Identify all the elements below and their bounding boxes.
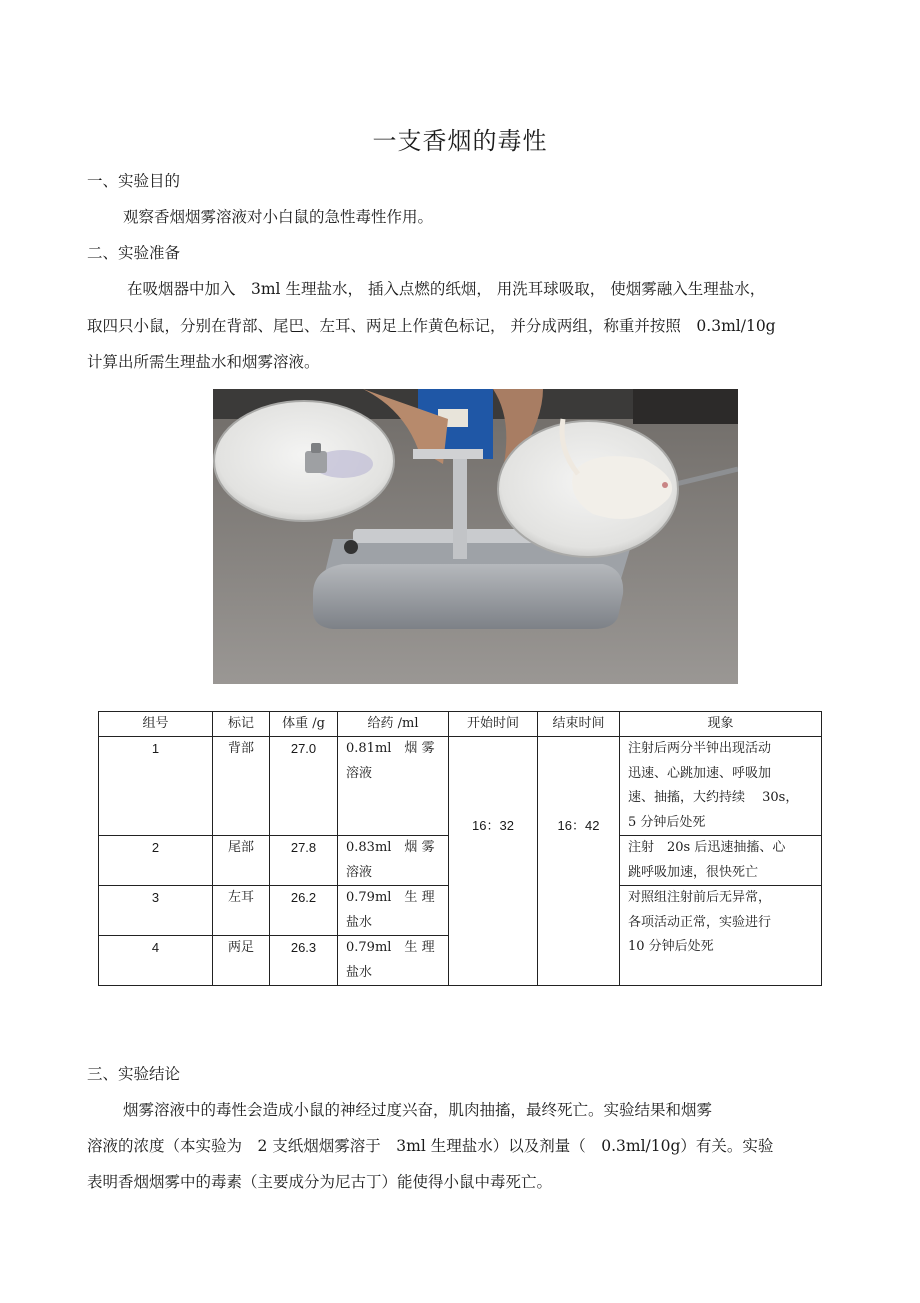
weight-cell: 26.3 bbox=[270, 936, 338, 986]
mark-cell: 尾部 bbox=[213, 836, 270, 886]
section2-line2: 取四只小鼠，分别在背部、尾巴、左耳、两足上作黄色标记， 并分成两组，称重并按照 0.3ml/10g bbox=[87, 317, 776, 335]
section2-line1: 在吸烟器中加入 3ml 生理盐水， 插入点燃的纸烟， 用洗耳球吸取， 使烟雾融入生理盐水， bbox=[127, 280, 766, 298]
header-weight: 体重 /g bbox=[270, 712, 338, 737]
section3-heading: 三、实验结论 bbox=[87, 1065, 181, 1083]
phenomenon-line: 10 分钟后处死 bbox=[628, 939, 714, 954]
phenomenon-cell bbox=[620, 886, 822, 986]
page-title: 一支香烟的毒性 bbox=[372, 127, 548, 155]
header-dose: 给药 /ml bbox=[338, 712, 449, 737]
section1-text: 观察香烟烟雾溶液对小白鼠的急性毒性作用。 bbox=[123, 208, 434, 226]
phenomenon-line: 速、抽搐，大约持续 30s， bbox=[628, 790, 799, 805]
group-cell: 3 bbox=[99, 886, 213, 936]
group-cell: 1 bbox=[99, 737, 213, 836]
group-cell: 2 bbox=[99, 836, 213, 886]
group-cell: 4 bbox=[99, 936, 213, 986]
balance-scale-icon bbox=[213, 389, 738, 684]
phenomenon-line: 5 分钟后处死 bbox=[628, 814, 706, 830]
header-end-time: 结束时间 bbox=[538, 712, 620, 737]
phenomenon-line: 各项活动正常，实验进行 bbox=[628, 914, 772, 930]
dose-line: 盐水 bbox=[346, 914, 373, 930]
phenomenon-cell bbox=[620, 836, 822, 886]
section3-line3: 表明香烟烟雾中的毒素（主要成分为尼古丁）能使得小鼠中毒死亡。 bbox=[87, 1173, 553, 1191]
weight-cell: 27.8 bbox=[270, 836, 338, 886]
section1-heading: 一、实验目的 bbox=[87, 172, 181, 190]
mark-cell: 两足 bbox=[213, 936, 270, 986]
balance-scale-photo bbox=[213, 389, 738, 684]
dose-line: 0.79ml 生 理 bbox=[346, 940, 435, 955]
phenomenon-line: 对照组注射前后无异常， bbox=[628, 890, 772, 905]
header-group: 组号 bbox=[99, 712, 213, 737]
phenomenon-cell bbox=[620, 737, 822, 836]
mark-cell: 背部 bbox=[213, 737, 270, 836]
dose-line: 溶液 bbox=[346, 864, 373, 880]
dose-cell bbox=[338, 936, 449, 986]
phenomenon-line: 注射后两分半钟出现活动 bbox=[628, 741, 772, 756]
section3-line2: 溶液的浓度（本实验为 2 支纸烟烟雾溶于 3ml 生理盐水）以及剂量（ 0.3ml/10g）有关。实验 bbox=[87, 1137, 774, 1155]
start-time-cell bbox=[449, 737, 538, 986]
section2-heading: 二、实验准备 bbox=[87, 244, 181, 262]
table-row bbox=[99, 737, 822, 836]
header-mark: 标记 bbox=[213, 712, 270, 737]
dose-line: 0.83ml 烟 雾 bbox=[346, 840, 435, 855]
end-time-cell bbox=[538, 737, 620, 986]
dose-cell bbox=[338, 886, 449, 936]
dose-cell bbox=[338, 737, 449, 836]
header-phenomenon: 现象 bbox=[620, 712, 822, 737]
dose-line: 盐水 bbox=[346, 964, 373, 980]
dose-line: 0.79ml 生 理 bbox=[346, 890, 435, 905]
end-time: 16：42 bbox=[557, 818, 600, 834]
phenomenon-line: 迅速、心跳加速、呼吸加 bbox=[628, 765, 772, 781]
section3-line1: 烟雾溶液中的毒性会造成小鼠的神经过度兴奋，肌肉抽搐，最终死亡。实验结果和烟雾 bbox=[123, 1101, 713, 1119]
results-table bbox=[98, 711, 822, 986]
phenomenon-line: 注射 20s 后迅速抽搐、心 bbox=[628, 840, 786, 855]
start-time: 16：32 bbox=[472, 818, 514, 834]
phenomenon-line: 跳呼吸加速，很快死亡 bbox=[628, 864, 759, 880]
mark-cell: 左耳 bbox=[213, 886, 270, 936]
table-header-row bbox=[99, 712, 822, 737]
section2-line3: 计算出所需生理盐水和烟雾溶液。 bbox=[87, 353, 320, 371]
dose-line: 溶液 bbox=[346, 765, 373, 781]
weight-cell: 26.2 bbox=[270, 886, 338, 936]
dose-cell bbox=[338, 836, 449, 886]
weight-cell: 27.0 bbox=[270, 737, 338, 836]
dose-line: 0.81ml 烟 雾 bbox=[346, 741, 435, 756]
header-start-time: 开始时间 bbox=[449, 712, 538, 737]
